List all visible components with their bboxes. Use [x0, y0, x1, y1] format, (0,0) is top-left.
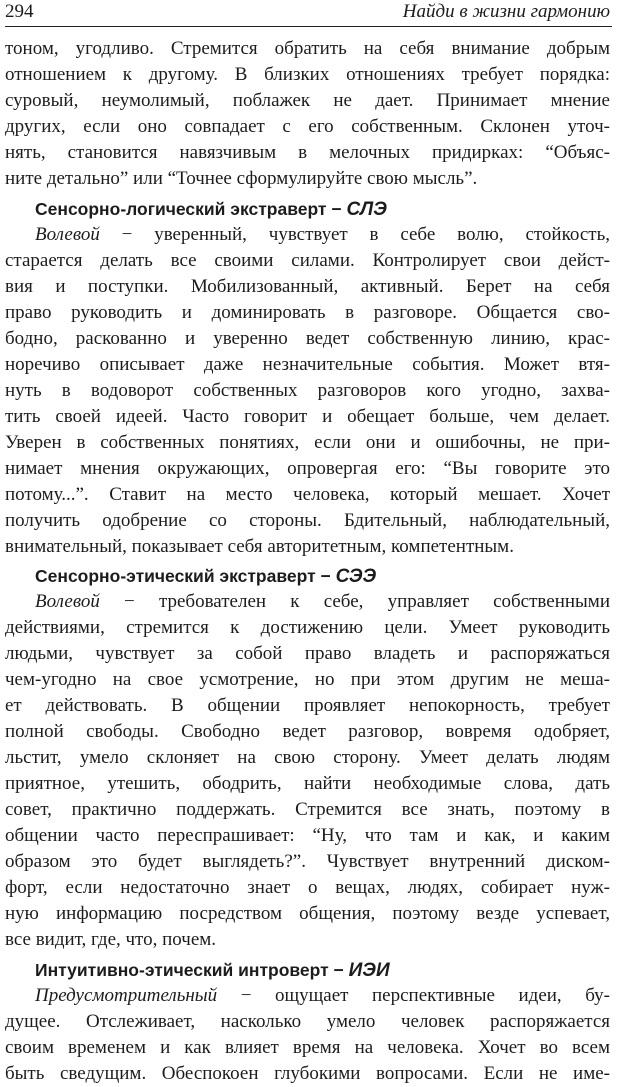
text-line: [5, 482, 610, 508]
text-line: [5, 693, 610, 719]
line-text: приятное, утешить, ободрить, найти необходимые слова, дать: [5, 773, 610, 794]
text-line: [5, 1035, 610, 1061]
line-text: − уверенный, чувствует в себе волю, стойкость,: [99, 224, 610, 245]
text-line: [5, 456, 610, 482]
section-heading: [35, 563, 610, 589]
text-line: [5, 719, 610, 745]
text-line: [5, 534, 610, 560]
type-code: ИЭИ: [348, 960, 390, 981]
line-text: тить своей идеей. Часто говорит и обещает больше, чем делает.: [5, 406, 610, 427]
line-text: совет, практично поддержать. Стремится все знать, поэтому в: [5, 799, 610, 820]
line-text: дущее. Отслеживает, насколько умело человек распоряжается: [5, 1011, 610, 1032]
text-line: [5, 248, 610, 274]
text-line: [5, 615, 610, 641]
text-line: [5, 36, 610, 62]
line-text: общении часто переспрашивает: “Ну, что там и как, и каким: [5, 825, 610, 846]
text-line: [5, 771, 610, 797]
line-text: других, если оно совпадает с его собственным. Склонен уточ-: [5, 116, 610, 137]
text-line: [5, 62, 610, 88]
running-title: Найди в жизни гармонию: [402, 1, 610, 22]
line-text: ет действовать. В общении проявляет непокорность, требует: [5, 695, 610, 716]
text-line: [5, 508, 610, 534]
text-line: [5, 823, 610, 849]
text-line: [5, 901, 610, 927]
line-text: право руководить и доминировать в разговоре. Общается сво-: [5, 302, 610, 323]
text-line: [5, 1009, 610, 1035]
line-text: отношением к другому. В близких отношениях требует порядка:: [5, 64, 610, 85]
line-text: суровый, неумолимый, поблажек не дает. Принимает мнение: [5, 90, 610, 111]
text-line: [5, 404, 610, 430]
line-text: быть сведущим. Обеспокоен глубокими вопросами. Если не име-: [5, 1063, 610, 1084]
text-line: [5, 1061, 610, 1087]
text-line: [5, 326, 610, 352]
type-code: СЭЭ: [335, 566, 377, 587]
line-text: − ощущает перспективные идеи, бу-: [217, 985, 610, 1006]
line-text: тоном, угодливо. Стремится обратить на себя внимание добрым: [5, 38, 610, 59]
lead-term: Волевой: [35, 224, 100, 245]
line-text: образом это будет выглядеть?”. Чувствует внутренний диском-: [5, 851, 610, 872]
line-text: потому...”. Ставит на место человека, который мешает. Хочет: [5, 484, 610, 505]
line-text: нимает мнения окружающих, опровергая его: “Вы говорите это: [5, 458, 610, 479]
line-text: ните детально” или “Точнее сформулируйте свою мысль”.: [5, 168, 478, 189]
heading-text: Сенсорно-этический экстраверт −: [35, 566, 336, 586]
lead-term: Предусмотрительный: [35, 985, 218, 1006]
line-text: бодно, раскованно и уверенно ведет собственную линию, крас-: [5, 328, 610, 349]
heading-text: Сенсорно-логический экстраверт −: [35, 199, 347, 219]
line-text: форт, если недостаточно знает о вещах, людях, собирает нуж-: [5, 877, 610, 898]
line-text: Уверен в собственных понятиях, если они и ошибочны, не при-: [5, 432, 610, 453]
line-text: − требователен к себе, управляет собственными: [99, 591, 610, 612]
text-line: [5, 378, 610, 404]
text-line: [5, 641, 610, 667]
lead-term: Волевой: [35, 591, 100, 612]
text-line: [5, 875, 610, 901]
section-heading: [35, 957, 610, 983]
text-line: [5, 352, 610, 378]
line-text: своим временем и как влияет время на человека. Хочет во всем: [5, 1037, 610, 1058]
line-text: людьми, чувствует за собой право владеть и распоряжаться: [5, 643, 610, 664]
text-line: [5, 88, 610, 114]
text-line: [5, 797, 610, 823]
line-text: нять, становится навязчивым в мелочных придирках: “Объяс-: [5, 142, 610, 163]
line-text: чем-угодно на свое усмотрение, но при этом другим не меша-: [5, 669, 610, 690]
text-line: [5, 300, 610, 326]
text-line: [5, 667, 610, 693]
line-text: льстит, умело склоняет на свою сторону. Умеет делать людям: [5, 747, 610, 768]
text-line: [5, 745, 610, 771]
section-heading: [35, 196, 610, 222]
type-code: СЛЭ: [346, 199, 387, 220]
text-line: [5, 140, 610, 166]
line-text: все видит, где, что, почем.: [5, 929, 217, 950]
page-header: [5, 0, 612, 26]
text-line: [5, 983, 610, 1009]
line-text: действиями, стремится к достижению цели. Умеет руководить: [5, 617, 610, 638]
text-line: [5, 849, 610, 875]
line-text: внимательный, показывает себя авторитетным, компетентным.: [5, 536, 514, 557]
header-rule: [5, 26, 612, 27]
line-text: нуть в водоворот собственных разговоров кого угодно, захва-: [5, 380, 610, 401]
line-text: полной свободы. Свободно ведет разговор, вовремя одобряет,: [5, 721, 610, 742]
text-line: [5, 589, 610, 615]
line-text: ную информацию посредством общения, поэтому везде успевает,: [5, 903, 610, 924]
text-line: [5, 274, 610, 300]
line-text: вия и поступки. Мобилизованный, активный. Берет на себя: [5, 276, 610, 297]
text-line: [5, 222, 610, 248]
text-line: [5, 114, 610, 140]
text-line: [5, 927, 610, 953]
line-text: старается делать все своими силами. Контролирует свои дейст-: [5, 250, 610, 271]
text-line: [5, 166, 610, 192]
text-line: [5, 430, 610, 456]
page-number: 294: [5, 1, 34, 22]
heading-text: Интуитивно-этический интроверт −: [35, 960, 349, 980]
line-text: получить одобрение со стороны. Бдительный, наблюдательный,: [5, 510, 610, 531]
line-text: норечиво описывает даже незначительные события. Может втя-: [5, 354, 610, 375]
